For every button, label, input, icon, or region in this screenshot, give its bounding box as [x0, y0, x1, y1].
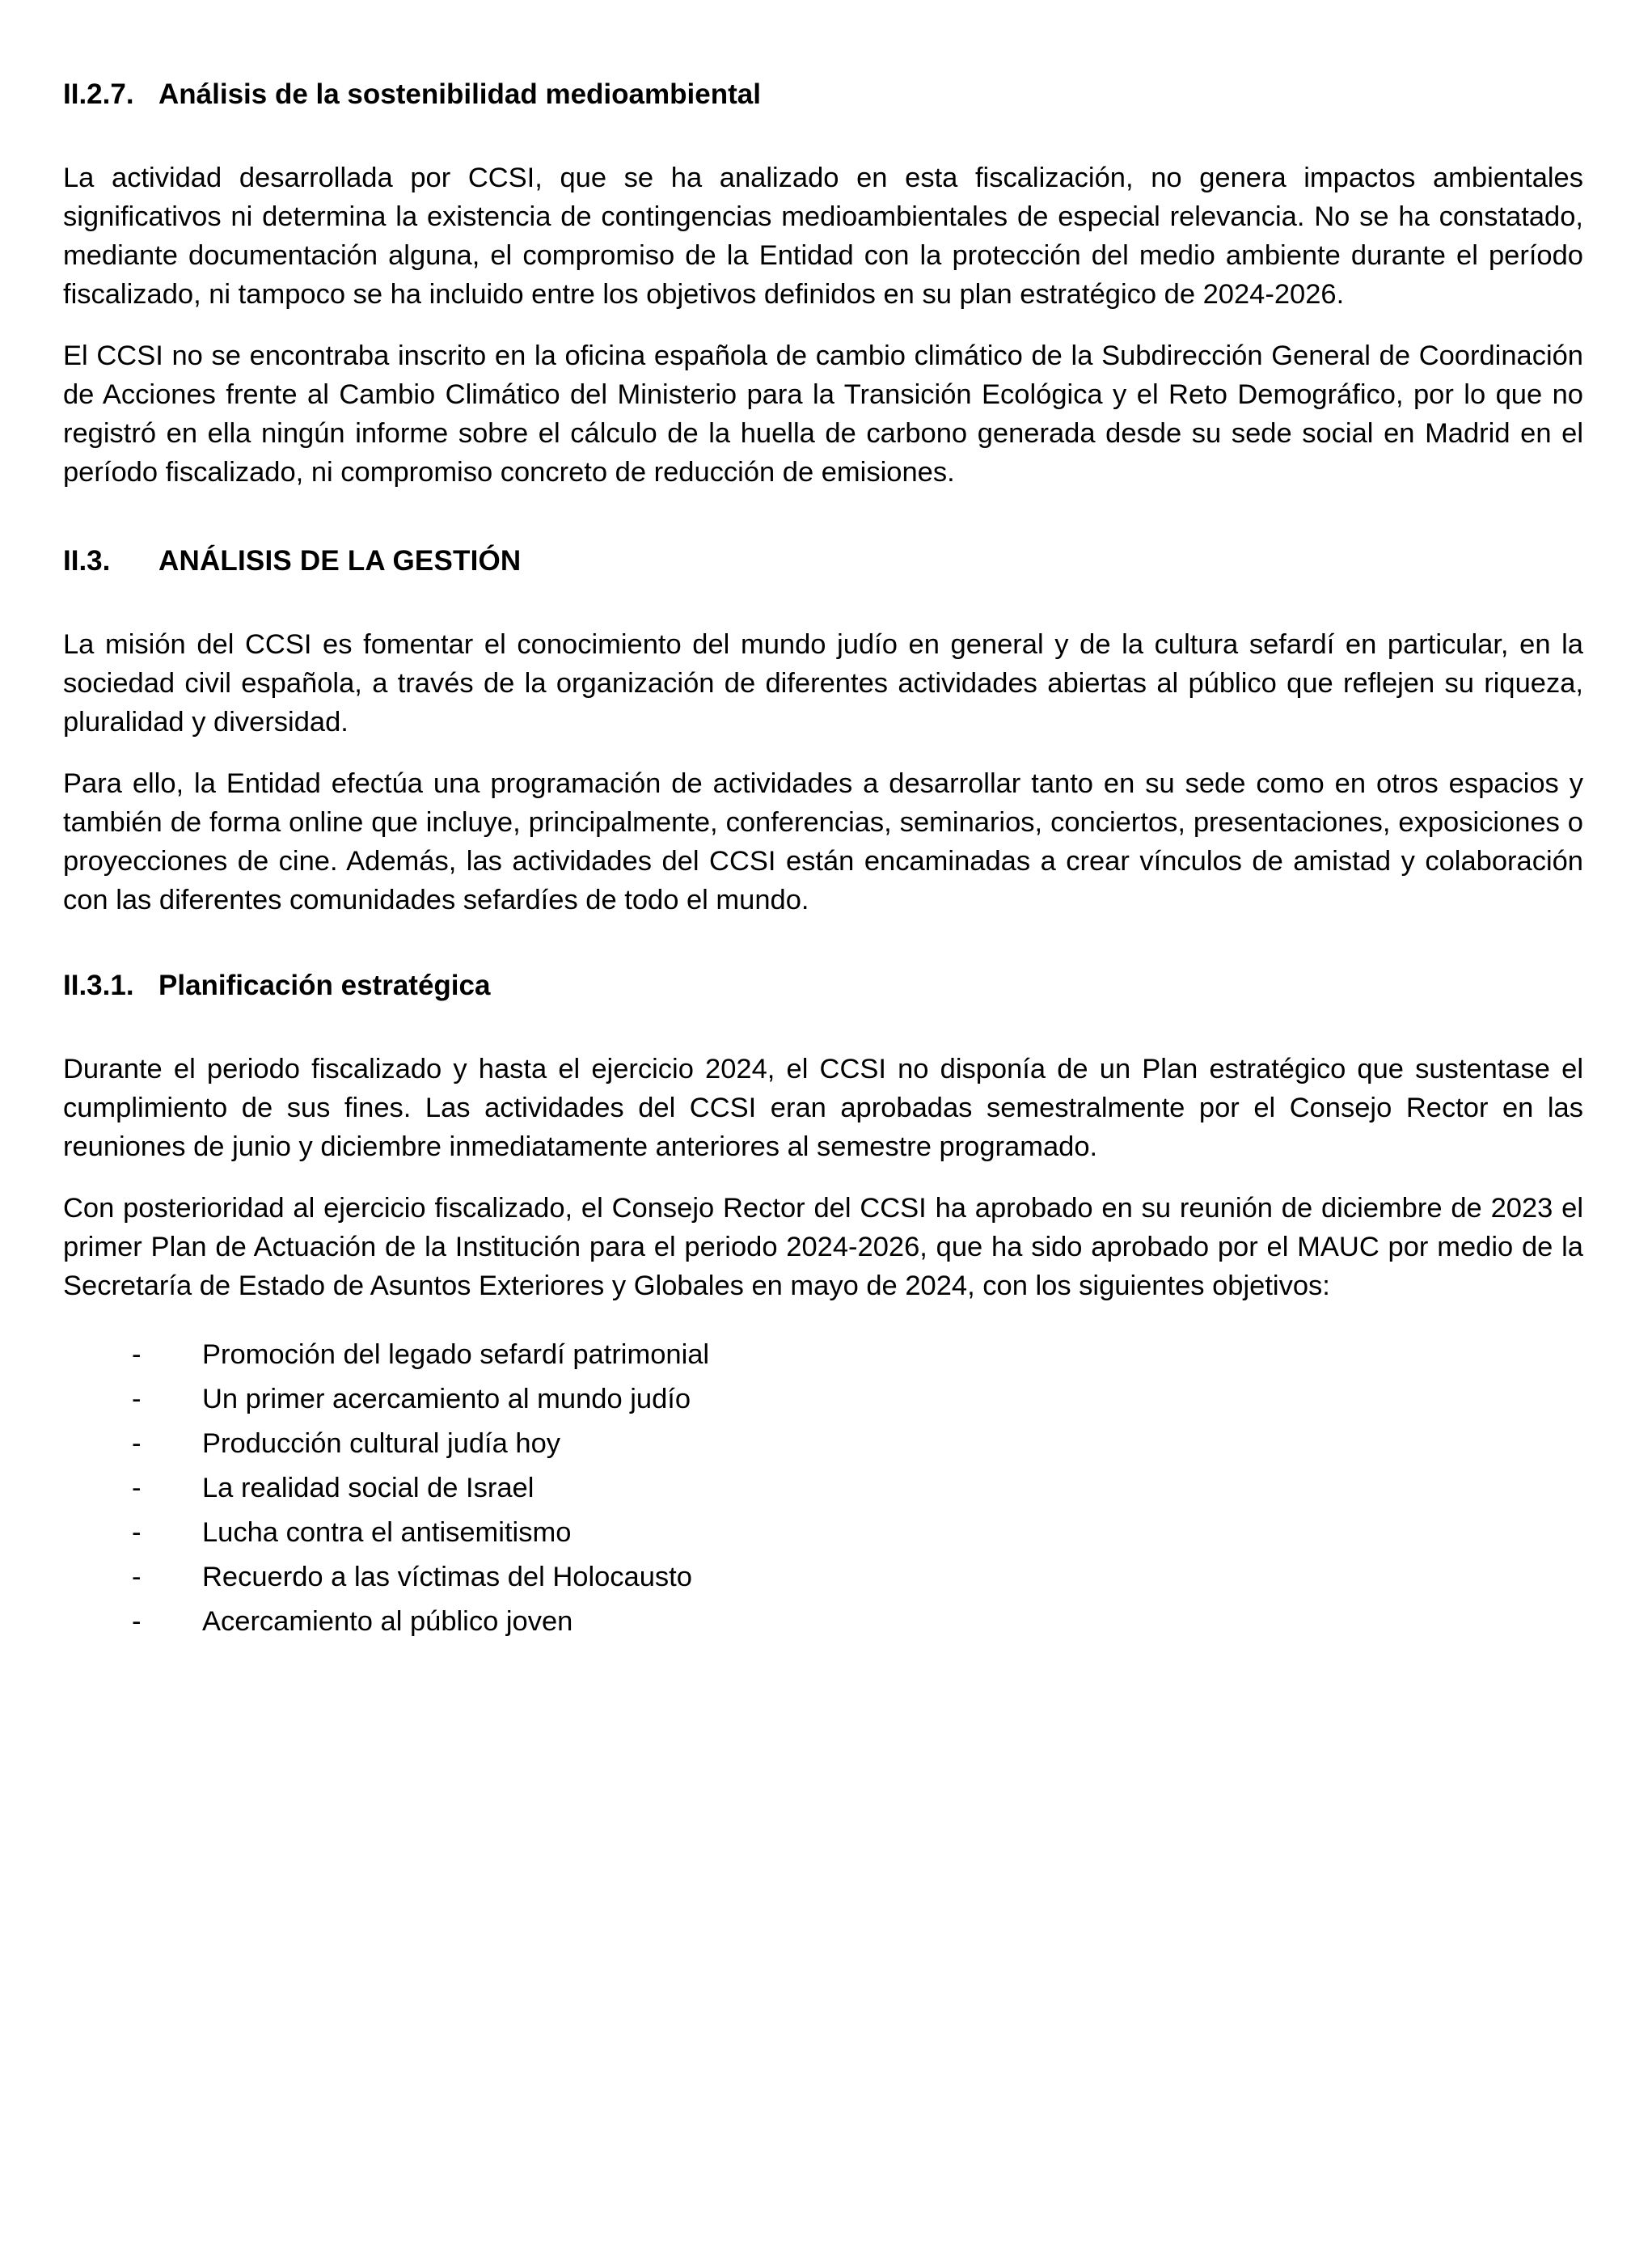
- spacer: [63, 1305, 1583, 1335]
- section-number: II.3.1.: [63, 970, 134, 1001]
- spacer: [63, 112, 1583, 159]
- list-item-label: Promoción del legado sefardí patrimonial: [202, 1339, 710, 1370]
- list-item-label: La realidad social de Israel: [202, 1473, 534, 1503]
- spacer: [63, 1166, 1583, 1189]
- list-item-label: Un primer acercamiento al mundo judío: [202, 1384, 691, 1414]
- list-item-label: Recuerdo a las víctimas del Holocausto: [202, 1562, 692, 1592]
- spacer: [63, 492, 1583, 543]
- section-heading-ii-3-1: [63, 968, 1583, 1004]
- spacer: [63, 742, 1583, 764]
- section-number: II.3.: [63, 545, 111, 577]
- list-item: [63, 1469, 1583, 1507]
- list-item: [63, 1513, 1583, 1552]
- paragraph: Durante el periodo fiscalizado y hasta el ejercicio 2024, el CCSI no disponía de un Plan estratégico que sustentase el cumplimiento de sus fines. Las actividades del CCSI eran aprobadas semestralmente por el Consejo Rector en las reuniones de junio y diciembre inmediatamente anteriores al semestre programado.: [63, 1054, 1583, 1162]
- list-bullet: -: [132, 1517, 142, 1548]
- list-item: [63, 1380, 1583, 1418]
- list-bullet: -: [132, 1606, 142, 1637]
- section-heading-ii-2-7: [63, 77, 1583, 112]
- section-title: Planificación estratégica: [158, 970, 491, 1001]
- list-item: [63, 1424, 1583, 1463]
- list-bullet: -: [132, 1384, 142, 1414]
- section-title: ANÁLISIS DE LA GESTIÓN: [158, 545, 522, 577]
- spacer: [63, 314, 1583, 336]
- list-bullet: -: [132, 1562, 142, 1592]
- list-bullet: -: [132, 1339, 142, 1370]
- paragraph: La actividad desarrollada por CCSI, que se ha analizado en esta fiscalización, no genera impactos ambientales significativos ni determina la existencia de contingencias medioambientales de especial relevancia. No se ha constatado, mediante documentación alguna, el compromiso de la Entidad con la protección del medio ambiente durante el período fiscalizado, ni tampoco se ha incluido entre los objetivos definidos en su plan estratégico de 2024-2026.: [63, 163, 1583, 310]
- spacer: [63, 1004, 1583, 1050]
- section-title: Análisis de la sostenibilidad medioambiental: [158, 78, 761, 110]
- paragraph: Para ello, la Entidad efectúa una programación de actividades a desarrollar tanto en su sede como en otros espacios y también de forma online que incluye, principalmente, conferencias, seminarios, conciertos, presentaciones, exposiciones o proyecciones de cine. Además, las actividades del CCSI están encaminadas a crear vínculos de amistad y colaboración con las diferentes comunidades sefardíes de todo el mundo.: [63, 768, 1583, 915]
- section-heading-ii-3: [63, 543, 1583, 579]
- list-bullet: -: [132, 1473, 142, 1503]
- list-item-label: Lucha contra el antisemitismo: [202, 1517, 572, 1548]
- section-number: II.2.7.: [63, 78, 134, 110]
- spacer: [63, 920, 1583, 968]
- list-bullet: -: [132, 1428, 142, 1459]
- paragraph: La misión del CCSI es fomentar el conocimiento del mundo judío en general y de la cultura sefardí en particular, en la sociedad civil española, a través de la organización de diferentes actividades abiertas al público que reflejen su riqueza, pluralidad y diversidad.: [63, 629, 1583, 738]
- list-item-label: Producción cultural judía hoy: [202, 1428, 561, 1459]
- list-item: [63, 1602, 1583, 1641]
- spacer: [63, 579, 1583, 625]
- paragraph: Con posterioridad al ejercicio fiscalizado, el Consejo Rector del CCSI ha aprobado en su reunión de diciembre de 2023 el primer Plan de Actuación de la Institución para el periodo 2024-2026, que ha sido aprobado por el MAUC por medio de la Secretaría de Estado de Asuntos Exteriores y Globales en mayo de 2024, con los siguientes objetivos:: [63, 1193, 1583, 1301]
- paragraph: El CCSI no se encontraba inscrito en la oficina española de cambio climático de la Subdirección General de Coordinación de Acciones frente al Cambio Climático del Ministerio para la Transición Ecológica y el Reto Demográfico, por lo que no registró en ella ningún informe sobre el cálculo de la huella de carbono generada desde su sede social en Madrid en el período fiscalizado, ni compromiso concreto de reducción de emisiones.: [63, 340, 1583, 488]
- list-item: [63, 1558, 1583, 1596]
- list-item: [63, 1335, 1583, 1374]
- objectives-list: [63, 1335, 1583, 1641]
- list-item-label: Acercamiento al público joven: [202, 1606, 573, 1637]
